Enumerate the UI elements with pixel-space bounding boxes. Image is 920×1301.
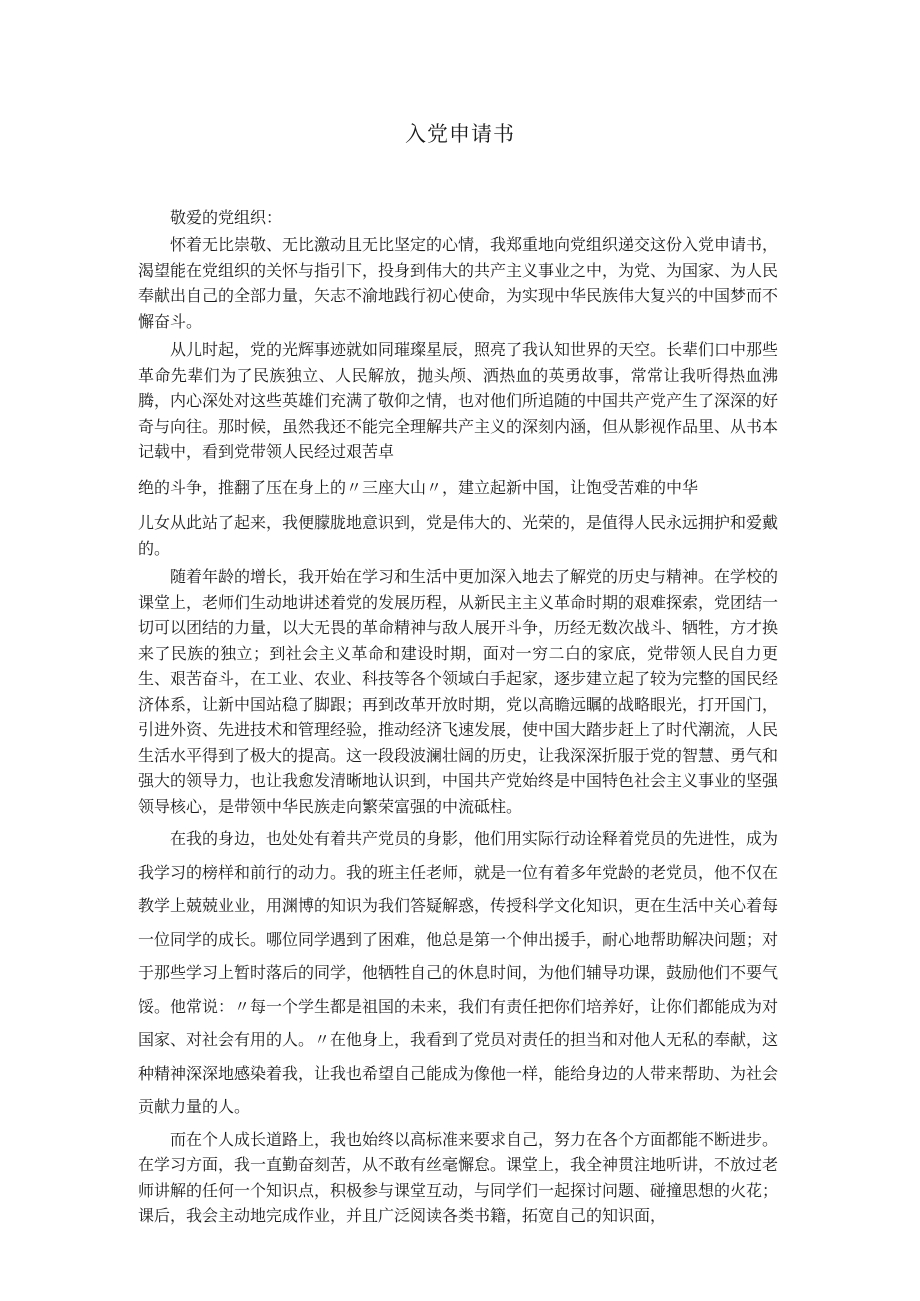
paragraph-role-model: 在我的身边，也处处有着共产党员的身影，他们用实际行动诠释着党员的先进性，成为我学习的榜样和前行的动力。我的班主任老师，就是一位有着多年党龄的老党员，他不仅在教学上兢兢业业，用渊博的知识为我们答疑解惑，传授科学文化知识，更在生活中关心着每一位同学的成长。哪位同学遇到了困难，他总是第一个伸出援手，耐心地帮助解决问题；对于那些学习上暂时落后的同学，他牺牲自己的休息时间，为他们辅导功课，鼓励他们不要气馁。他常说：〃每一个学生都是祖国的未来，我们有责任把你们培养好，让你们都能成为对国家、对社会有用的人。〃在他身上，我看到了党员对责任的担当和对他人无私的奉献，这种精神深深地感染着我，让我也希望自己能成为像他一样，能给身边的人带来帮助、为社会贡献力量的人。 bbox=[138, 829, 779, 1116]
paragraph-childhood-end: 儿女从此站了起来，我便朦胧地意识到，党是伟大的、光荣的，是值得人民永远拥护和爱戴的。 bbox=[138, 513, 779, 558]
paragraph-childhood: 从儿时起，党的光辉事迹就如同璀璨星辰，照亮了我认知世界的天空。长辈们口中那些革命先辈们为了民族独立、人民解放，抛头颅、洒热血的英勇故事，常常让我听得热血沸腾，内心深处对这些英雄们充满了敬仰之情，也对他们所追随的中国共产党产生了深深的好奇与向往。那时候，虽然我还不能完全理解共产主义的深刻内涵，但从影视作品里、从书本记载中，看到党带领人民经过艰苦卓 bbox=[138, 340, 779, 461]
paragraph-history: 随着年龄的增长，我开始在学习和生活中更加深入地去了解党的历史与精神。在学校的课堂上，老师们生动地讲述着党的发展历程，从新民主主义革命时期的艰难探索，党团结一切可以团结的力量，以大无畏的革命精神与敌人展开斗争，历经无数次战斗、牺牲，方才换来了民族的独立；到社会主义革命和建设时期，面对一穷二白的家底，党带领人民自力更生、艰苦奋斗，在工业、农业、科技等各个领域白手起家，逐步建立起了较为完整的国民经济体系，让新中国站稳了脚跟；再到改革开放时期，党以高瞻远瞩的战略眼光，打开国门，引进外资、先进技术和管理经验，推动经济飞速发展，使中国大踏步赶上了时代潮流，人民生活水平得到了极大的提高。这一段段波澜壮阔的历史，让我深深折服于党的智慧、勇气和强大的领导力，也让我愈发清晰地认识到，中国共产党始终是中国特色社会主义事业的坚强领导核心，是带领中华民族走向繁荣富强的中流砥柱。 bbox=[138, 567, 779, 816]
paragraph-childhood-continued: 绝的斗争，推翻了压在身上的〃三座大山〃，建立起新中国，让饱受苦难的中华 bbox=[138, 477, 699, 497]
salutation-text: 敬爱的党组织： bbox=[170, 208, 283, 227]
paragraph-personal-growth: 而在个人成长道路上，我也始终以高标准来要求自己，努力在各个方面都能不断进步。在学习方面，我一直勤奋刻苦，从不敢有丝毫懈怠。课堂上，我全神贯注地听讲，不放过老师讲解的任何一个知识点，积极参与课堂互动，与同学们一起探讨问题、碰撞思想的火花；课后，我会主动地完成作业，并且广泛阅读各类书籍，拓宽自己的知识面， bbox=[138, 1129, 779, 1225]
document-body bbox=[138, 232, 778, 1232]
paragraph-intro: 怀着无比崇敬、无比激动且无比坚定的心情，我郑重地向党组织递交这份入党申请书，渴望能在党组织的关怀与指引下，投身到伟大的共产主义事业之中，为党、为国家、为人民奉献出自己的全部力量，矢志不渝地践行初心使命，为实现中华民族伟大复兴的中国梦而不懈奋斗。 bbox=[138, 235, 779, 331]
salutation bbox=[138, 205, 778, 231]
page-title: 入党申请书 bbox=[405, 122, 515, 146]
